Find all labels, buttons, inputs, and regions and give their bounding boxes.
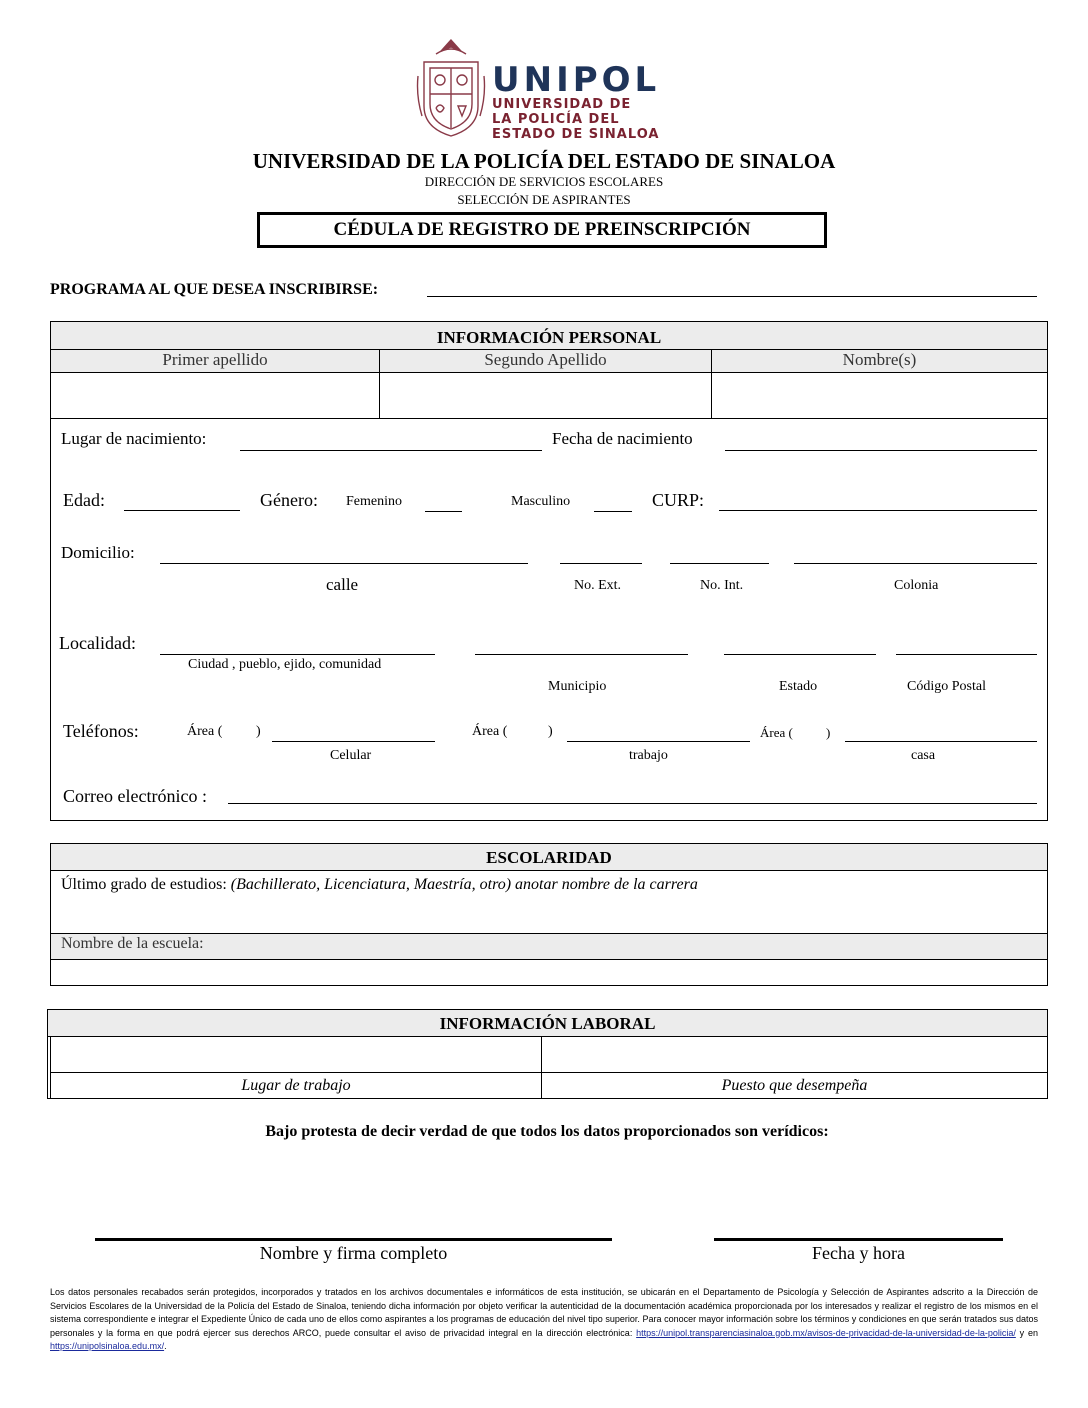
mobile-phone-field[interactable] — [272, 727, 435, 742]
int-number-field[interactable] — [670, 549, 769, 564]
last-grade-label: Último grado de estudios: — [61, 876, 227, 893]
int-number-caption: No. Int. — [700, 578, 744, 593]
second-surname-header: Segundo Apellido — [380, 350, 712, 372]
second-surname-field[interactable] — [380, 373, 712, 418]
email-label: Correo electrónico : — [63, 786, 207, 806]
position-field[interactable] — [542, 1037, 1047, 1072]
email-field[interactable] — [228, 789, 1037, 804]
seal-icon — [416, 36, 486, 140]
name-header-row — [51, 350, 1047, 373]
last-grade-hint: (Bachillerato, Licenciatura, Maestría, otro) anotar nombre de la carrera — [230, 876, 698, 893]
home-phone-field[interactable] — [845, 727, 1037, 742]
postal-code-field[interactable] — [896, 640, 1037, 655]
brand-name: UNIPOL — [492, 60, 661, 100]
street-field[interactable] — [160, 549, 528, 564]
locality-label: Localidad: — [59, 633, 136, 653]
name-input-row — [51, 373, 1047, 419]
curp-field[interactable] — [719, 496, 1037, 511]
area-code-label-1: Área ( — [187, 724, 223, 739]
privacy-joiner: y en — [1019, 1327, 1038, 1338]
section-name: SELECCIÓN DE ASPIRANTES — [457, 192, 631, 207]
work-caption: trabajo — [629, 748, 668, 763]
privacy-end: . — [164, 1341, 167, 1351]
datetime-line[interactable] — [714, 1238, 1003, 1241]
age-field[interactable] — [124, 496, 240, 511]
school-field[interactable] — [51, 960, 1047, 985]
phones-label: Teléfonos: — [63, 721, 139, 741]
work-section — [47, 1009, 1048, 1099]
datetime-caption: Fecha y hora — [812, 1243, 905, 1263]
municipality-field[interactable] — [475, 640, 688, 655]
first-surname-field[interactable] — [51, 373, 380, 418]
brand-line-2: LA POLICÍA DEL — [492, 112, 620, 127]
personal-info-section — [50, 321, 1048, 821]
school-label: Nombre de la escuela: — [61, 935, 204, 952]
ext-number-field[interactable] — [560, 549, 642, 564]
area-close-1: ) — [256, 724, 261, 739]
gender-label: Género: — [260, 490, 318, 510]
education-title: ESCOLARIDAD — [51, 844, 1047, 871]
birthplace-label: Lugar de nacimiento: — [61, 429, 207, 448]
workplace-caption: Lugar de trabajo — [50, 1073, 542, 1098]
work-caption-row — [50, 1073, 1047, 1098]
work-title: INFORMACIÓN LABORAL — [48, 1010, 1047, 1037]
privacy-text: Los datos personales recabados serán protegidos, incorporados y tratados en los archivos documentales e informáticos de esta institución, se ubicarán en el Departamento de Psicología y Selección de Aspirantes adscrito a la Dirección de Servicios Escolares de la Universidad de la Policía del Estado de Sinaloa, teniendo dicha información por objeto verificar la autenticidad de la documentación académica proporcionada por los interesados y realizar el registro de los mismos en el sistema correspondiente e integrar el Expediente Único de cada uno de ellos como aspirantes a los programas de educación del nivel tipo superior. Para conocer mayor información sobre los términos y condiciones en que serán tratados sus datos personales y la forma en que podrá ejercer sus derechos ARCO, puede consultar el aviso de privacidad integral en la dirección electrónica: — [50, 1287, 1038, 1338]
colony-field[interactable] — [794, 549, 1037, 564]
workplace-field[interactable] — [50, 1037, 542, 1072]
area-code-label-2: Área ( — [472, 724, 508, 739]
privacy-link-website[interactable]: https://unipolsinaloa.edu.mx/ — [50, 1341, 165, 1351]
address-label: Domicilio: — [61, 543, 135, 562]
female-checkbox[interactable] — [425, 497, 462, 512]
work-phone-field[interactable] — [567, 727, 750, 742]
municipality-caption: Municipio — [548, 679, 607, 694]
university-seal-logo — [416, 36, 486, 140]
education-section — [50, 843, 1048, 986]
personal-info-title: INFORMACIÓN PERSONAL — [51, 322, 1047, 350]
position-caption: Puesto que desempeña — [721, 1077, 868, 1094]
birthdate-label: Fecha de nacimiento — [552, 429, 693, 448]
male-checkbox[interactable] — [594, 497, 632, 512]
ext-number-caption: No. Ext. — [574, 578, 622, 593]
area-close-2: ) — [548, 724, 553, 739]
curp-label: CURP: — [652, 490, 705, 510]
birthdate-field[interactable] — [725, 436, 1037, 451]
colony-caption: Colonia — [894, 578, 939, 593]
signature-caption: Nombre y firma completo — [259, 1243, 448, 1263]
department-name: DIRECCIÓN DE SERVICIOS ESCOLARES — [424, 174, 664, 189]
privacy-link-transparency[interactable]: https://unipol.transparenciasinaloa.gob.mx/avisos-de-privacidad-de-la-universidad-de-la-policia/ — [636, 1327, 1016, 1338]
signature-line[interactable] — [95, 1238, 612, 1241]
mobile-caption: Celular — [330, 748, 372, 763]
form-title: CÉDULA DE REGISTRO DE PREINSCRIPCIÓN — [257, 212, 827, 248]
locality-field[interactable] — [160, 640, 435, 655]
university-name: UNIVERSIDAD DE LA POLICÍA DEL ESTADO DE SINALOA — [252, 149, 836, 173]
state-caption: Estado — [779, 679, 818, 694]
street-caption: calle — [326, 575, 359, 594]
brand-line-3: ESTADO DE SINALOA — [492, 127, 660, 142]
program-label: PROGRAMA AL QUE DESEA INSCRIBIRSE: — [50, 281, 379, 298]
school-label-row — [51, 934, 1047, 960]
birthplace-field[interactable] — [240, 436, 542, 451]
male-label: Masculino — [511, 494, 571, 509]
area-code-label-3: Área ( — [760, 725, 793, 740]
state-field[interactable] — [724, 640, 876, 655]
home-caption: casa — [911, 748, 936, 763]
locality-caption: Ciudad , pueblo, ejido, comunidad — [188, 657, 382, 672]
brand-line-1: UNIVERSIDAD DE — [492, 97, 632, 112]
last-grade-field[interactable] — [51, 871, 1047, 934]
age-label: Edad: — [63, 490, 105, 510]
declaration-text: Bajo protesta de decir verdad de que todos los datos proporcionados son verídicos: — [265, 1123, 829, 1140]
program-field[interactable] — [427, 282, 1037, 297]
female-label: Femenino — [346, 494, 402, 509]
area-close-3: ) — [826, 725, 831, 740]
first-surname-header: Primer apellido — [51, 350, 380, 372]
work-input-row — [50, 1037, 1047, 1073]
postal-code-caption: Código Postal — [907, 679, 986, 694]
given-names-header: Nombre(s) — [842, 350, 917, 369]
privacy-notice — [50, 1286, 1038, 1354]
given-names-field[interactable] — [712, 373, 1047, 418]
